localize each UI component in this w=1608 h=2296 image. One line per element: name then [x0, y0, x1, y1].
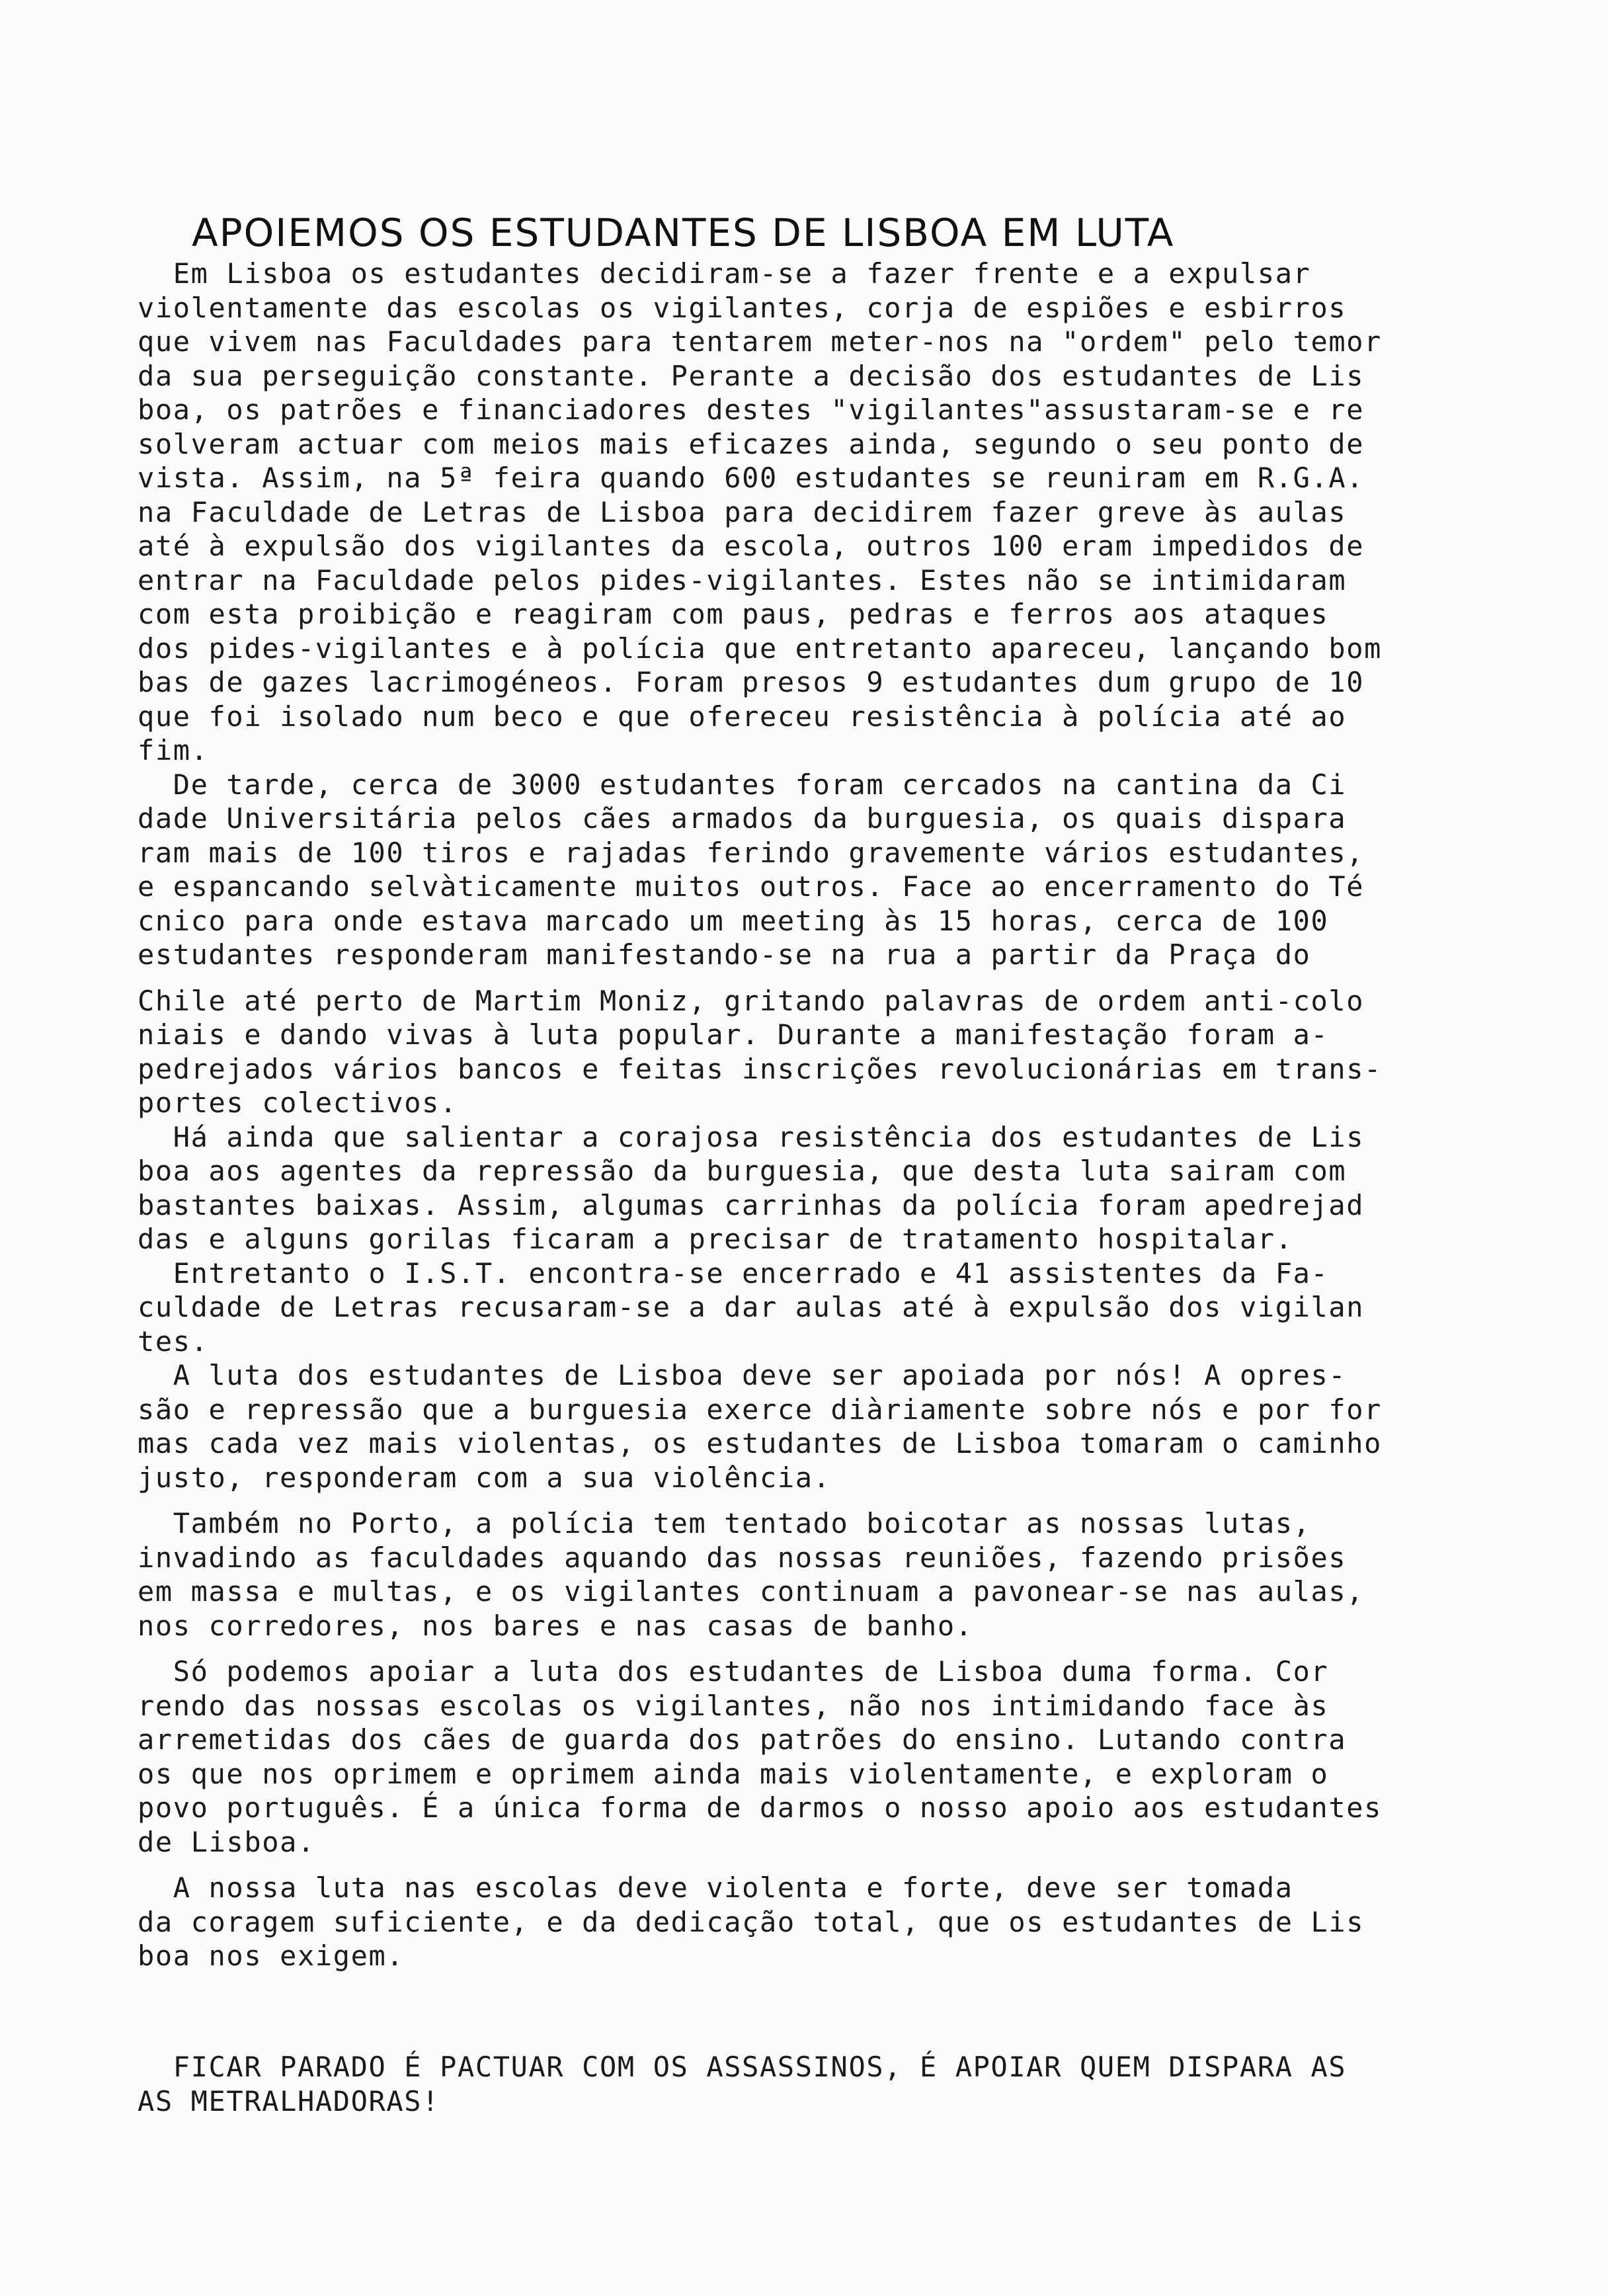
- paragraph-cidade-universitaria: De tarde, cerca de 3000 estudantes foram cercados na cantina da Ci dade Universitária pelos cães armados da burguesia, os quais dispara ram mais de 100 tiros e rajadas ferindo gravemente vários estudantes, e espancando selvàticamente muitos outros. Face ao encerramento do Té cnico para onde estava marcado um meeting às 15 horas, cerca de 100 estudantes responderam manifestando-se na rua a partir da Praça do: [138, 768, 1365, 971]
- closing-slogan: FICAR PARADO É PACTUAR COM OS ASSASSINOS, É APOIAR QUEM DISPARA AS AS METRALHADORAS!: [138, 2051, 1347, 2117]
- paragraph-gap: [138, 1643, 1500, 1655]
- paragraph-gap: [138, 1495, 1500, 1506]
- paragraph-gap: [138, 972, 1500, 984]
- document-title: APOIEMOS OS ESTUDANTES DE LISBOA EM LUTA: [192, 210, 1175, 255]
- paragraph-porto: Também no Porto, a polícia tem tentado boicotar as nossas lutas, invadindo as faculdades aquando das nossas reuniões, fazendo prisões em massa e multas, e os vigilantes continuam a pavonear-se nas aulas, nos corredores, nos bares e nas casas de banho.: [138, 1507, 1365, 1642]
- paragraph-manifestation: Chile até perto de Martim Moniz, gritando palavras de ordem anti-colo niais e dando vivas à luta popular. Durante a manifestação foram a- pedrejados vários bancos e feitas inscrições revolucionárias em trans- portes colectivos.: [138, 984, 1383, 1119]
- paragraph-gap: [138, 1859, 1500, 1871]
- paragraph-only-way: Só podemos apoiar a luta dos estudantes de Lisboa duma forma. Cor rendo das nossas escolas os vigilantes, não nos intimidando face às arremetidas dos cães de guarda dos patrões do ensino. Lutando contra os que nos oprimem e oprimem ainda mais violentamente, e exploram o povo português. É a única forma de darmos o nosso apoio aos estudantes de Lisboa.: [138, 1655, 1383, 1858]
- paragraph-lisbon-expulsion: Em Lisboa os estudantes decidiram-se a fazer frente e a expulsar violentamente das escolas os vigilantes, corja de espiões e esbirros que vivem nas Faculdades para tentarem meter-nos na "ordem" pelo temor da sua perseguição constante. Perante a decisão dos estudantes de Lis boa, os patrões e financiadores destes "vigilantes"assustaram-se e re solveram actuar com meios mais eficazes ainda, segundo o seu ponto de vista. Assim, na 5ª feira quando 600 estudantes se reuniram em R.G.A. na Faculdade de Letras de Lisboa para decidirem fazer greve às aulas até à expulsão dos vigilantes da escola, outros 100 eram impedidos de entrar na Faculdade pelos pides-vigilantes. Estes não se intimidaram com esta proibição e reagiram com paus, pedras e ferros aos ataques dos pides-vigilantes e à polícia que entretanto apareceu, lançando bom bas de gazes lacrimogéneos. Foram presos 9 estudantes dum grupo de 10 que foi isolado num beco e que ofereceu resistência à polícia até ao fim.: [138, 257, 1383, 766]
- paragraph-our-struggle: A nossa luta nas escolas deve violenta e forte, deve ser tomada da coragem suficiente, e da dedicação total, que os estudantes de Lis boa nos exigem.: [138, 1871, 1365, 1972]
- document-body: [138, 257, 1500, 1973]
- paragraph-ist-closed: Entretanto o I.S.T. encontra-se encerrado e 41 assistentes da Fa- culdade de Letras recusaram-se a dar aulas até à expulsão dos vigilan tes.: [138, 1256, 1365, 1358]
- paragraph-support: A luta dos estudantes de Lisboa deve ser apoiada por nós! A opres- são e repressão que a burguesia exerce diàriamente sobre nós e por for mas cada vez mais violentas, os estudantes de Lisboa tomaram o caminho justo, responderam com a sua violência.: [138, 1359, 1383, 1494]
- paragraph-resistance: Há ainda que salientar a corajosa resistência dos estudantes de Lis boa aos agentes da repressão da burguesia, que desta luta sairam com bastantes baixas. Assim, algumas carrinhas da polícia foram apedrejad das e alguns gorilas ficaram a precisar de tratamento hospitalar.: [138, 1120, 1365, 1255]
